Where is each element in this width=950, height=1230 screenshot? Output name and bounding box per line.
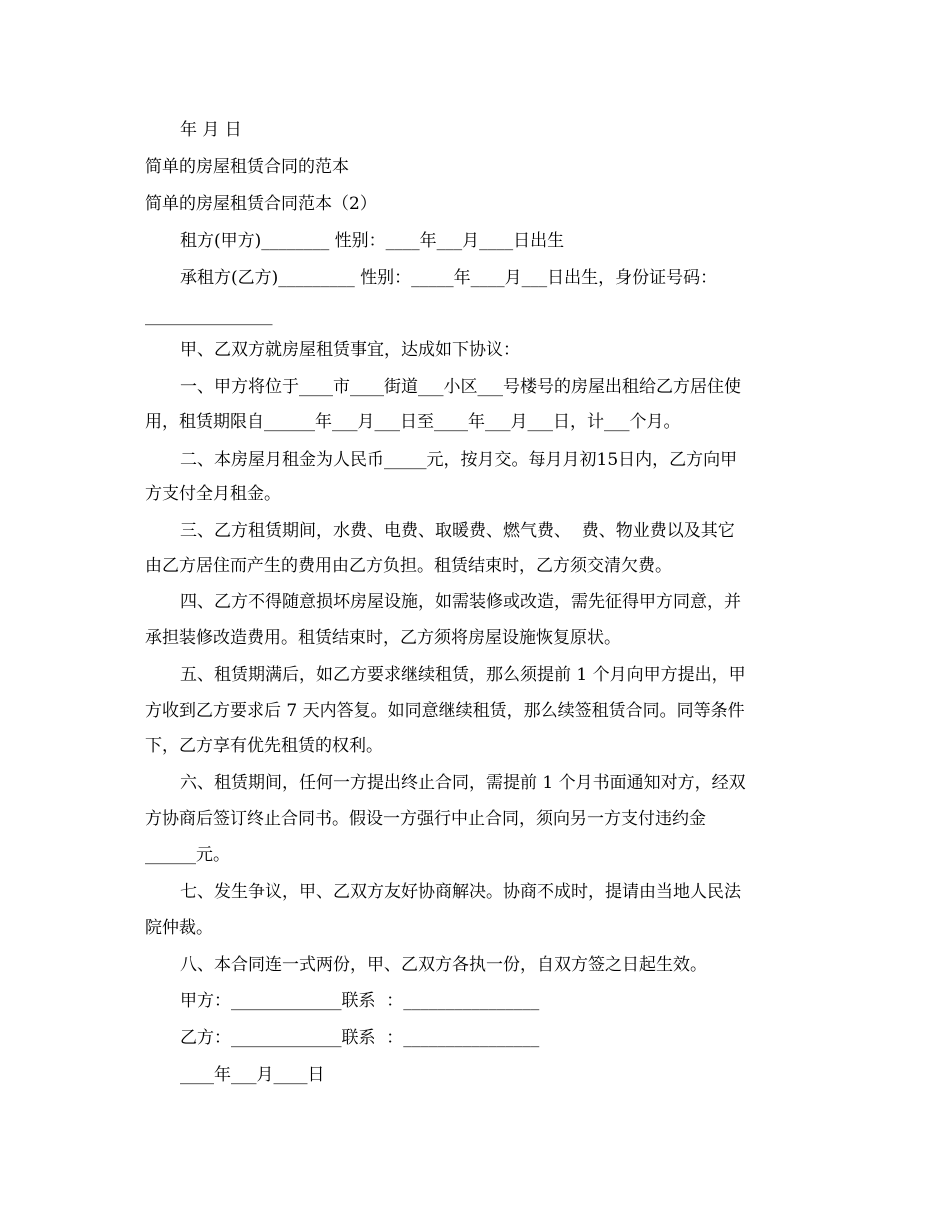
- lessee-line: 承租方(乙方)_________ 性别：_____年____月___日出生，身份证号码：: [180, 268, 718, 288]
- signature-date: ____年___月____日: [180, 1065, 325, 1085]
- lessor-line: 租方(甲方)________ 性别：____年___月____日出生: [180, 231, 565, 251]
- clause-7-line-1: 七、发生争议，甲、乙双方友好协商解决。协商不成时，提请由当地人民法: [180, 882, 741, 902]
- clause-4-line-1: 四、乙方不得随意损坏房屋设施，如需装修或改造，需先征得甲方同意，并: [180, 592, 741, 612]
- clause-7-line-2: 院仲裁。: [145, 918, 213, 938]
- signature-party-b: 乙方：_____________联系 ：________________: [180, 1028, 540, 1048]
- clause-1-line-2: 用，租赁期限自______年___月___日至____年___月___日，计___个月。: [145, 412, 681, 432]
- date-line: 年 月 日: [180, 120, 242, 140]
- clause-1-line-1: 一、甲方将位于____市____街道___小区___号楼号的房屋出租给乙方居住使: [180, 377, 741, 397]
- clause-2-line-1: 二、本房屋月租金为人民币_____元，按月交。每月月初15日内，乙方向甲: [180, 450, 738, 470]
- agreement-intro: 甲、乙双方就房屋租赁事宜，达成如下协议：: [180, 340, 520, 360]
- clause-5-line-1: 五、租赁期满后，如乙方要求继续租赁，那么须提前 1 个月向甲方提出，甲: [180, 665, 746, 685]
- document-title: 简单的房屋租赁合同的范本: [145, 157, 349, 177]
- clause-6-line-3: ______元。: [145, 845, 230, 865]
- clause-5-line-2: 方收到乙方要求后 7 天内答复。如同意继续租赁，那么续签租赁合同。同等条件: [145, 701, 745, 721]
- clause-2-line-2: 方支付全月租金。: [145, 484, 281, 504]
- clause-4-line-2: 承担装修改造费用。租赁结束时，乙方须将房屋设施恢复原状。: [145, 628, 621, 648]
- clause-3-line-1: 三、乙方租赁期间，水费、电费、取暖费、燃气费、 费、物业费以及其它: [180, 521, 735, 541]
- clause-8: 八、本合同连一式两份，甲、乙双方各执一份，自双方签之日起生效。: [180, 955, 707, 975]
- clause-6-line-1: 六、租赁期间，任何一方提出终止合同，需提前 1 个月书面通知对方，经双: [180, 773, 746, 793]
- signature-party-a: 甲方：_____________联系 ：________________: [180, 991, 540, 1011]
- clause-5-line-3: 下，乙方享有优先租赁的权利。: [145, 736, 383, 756]
- lessee-id-blank: _______________: [145, 306, 273, 326]
- clause-3-line-2: 由乙方居住而产生的费用由乙方负担。租赁结束时，乙方须交清欠费。: [145, 556, 672, 576]
- clause-6-line-2: 方协商后签订终止合同书。假设一方强行中止合同，须向另一方支付违约金: [145, 809, 706, 829]
- document-subtitle: 简单的房屋租赁合同范本（2）: [145, 194, 377, 214]
